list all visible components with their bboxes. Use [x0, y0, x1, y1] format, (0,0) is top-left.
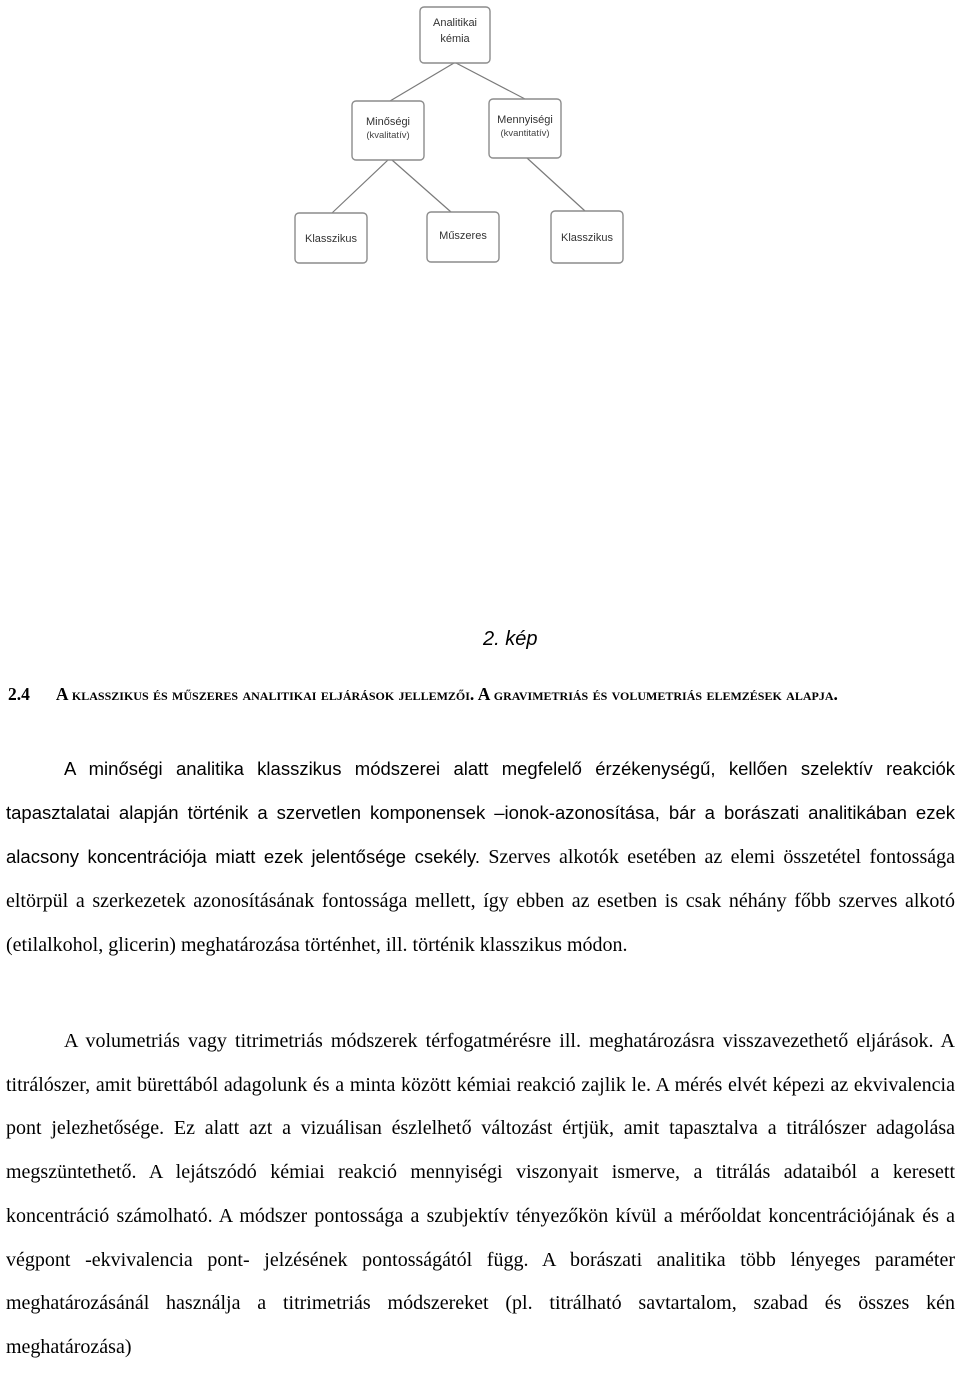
instrumental-label: Műszeres	[439, 230, 487, 242]
paragraph1-part2: Szerves alkotók esetében az elemi összetétel fontossága eltörpül a szerkezetek azonosításának fontossága mellett, így ebben az esetben is csak néhány főbb szerves alkotó (etilalkohol, glicerin) meghatározása történhet, ill. történik klasszikus módon.	[6, 846, 956, 956]
section-heading	[8, 681, 948, 707]
classical-label-left: Klasszikus	[305, 233, 357, 245]
paragraph-volumetric-analysis: A volumetriás vagy titrimetriás módszerek térfogatmérésre ill. meghatározásra visszavezethető eljárások. A titrálószer, amit bürettából adagolunk és a minta között kémiai reakció zajlik le. A mérés elvét képezi az ekvivalencia pont jelezhetősége. Ez alatt azt a vizuálisan észlelhető változást értjük, amit tapasztalva a titrálószer adagolása megszüntethető. A lejátszódó kémiai reakció mennyiségi viszonyait ismerve, a titrálás adataiból a keresett koncentráció számolható. A módszer pontossága a szubjektív tényezőkön kívül a mérőoldat koncentrációjának és a végpont -ekvivalencia pont- jelzésének pontosságától függ. A borászati analitika több lényeges paraméter meghatározásánál használja a titrimetriás módszereket (pl. titrálható savtartalom, szabad és összes kén meghatározása)	[6, 1030, 955, 1358]
classical-label-right: Klasszikus	[561, 232, 613, 244]
paragraph1-part1: A minőségi analitika klasszikus módszerei alatt megfelelő érzékenységű, kellően szelektív reakciók tapasztalatai alapján történik a szervetlen komponensek –ionok-azonosítása, bár a borászati analitikában ezek alacsony koncentrációja miatt ezek jelentősége csekély.	[6, 758, 955, 867]
section-number: 2.4	[8, 684, 30, 704]
section-title: A klasszikus és műszeres analitikai eljárások jellemzői. A gravimetriás és volumetriás elemzések alapja.	[55, 684, 838, 704]
analytical-chemistry-tree-diagram	[0, 0, 960, 280]
root-label-line2: kémia	[440, 33, 470, 45]
qualitative-sublabel: (kvalitatív)	[366, 130, 410, 141]
paragraph-qualitative-analysis	[6, 747, 955, 967]
figure-caption: 2. kép	[483, 628, 538, 650]
root-label-line1: Analitikai	[432, 17, 478, 29]
qualitative-label: Minőségi	[365, 116, 411, 128]
quantitative-sublabel: (kvantitatív)	[500, 128, 550, 139]
quantitative-label: Mennyiségi	[497, 114, 553, 126]
